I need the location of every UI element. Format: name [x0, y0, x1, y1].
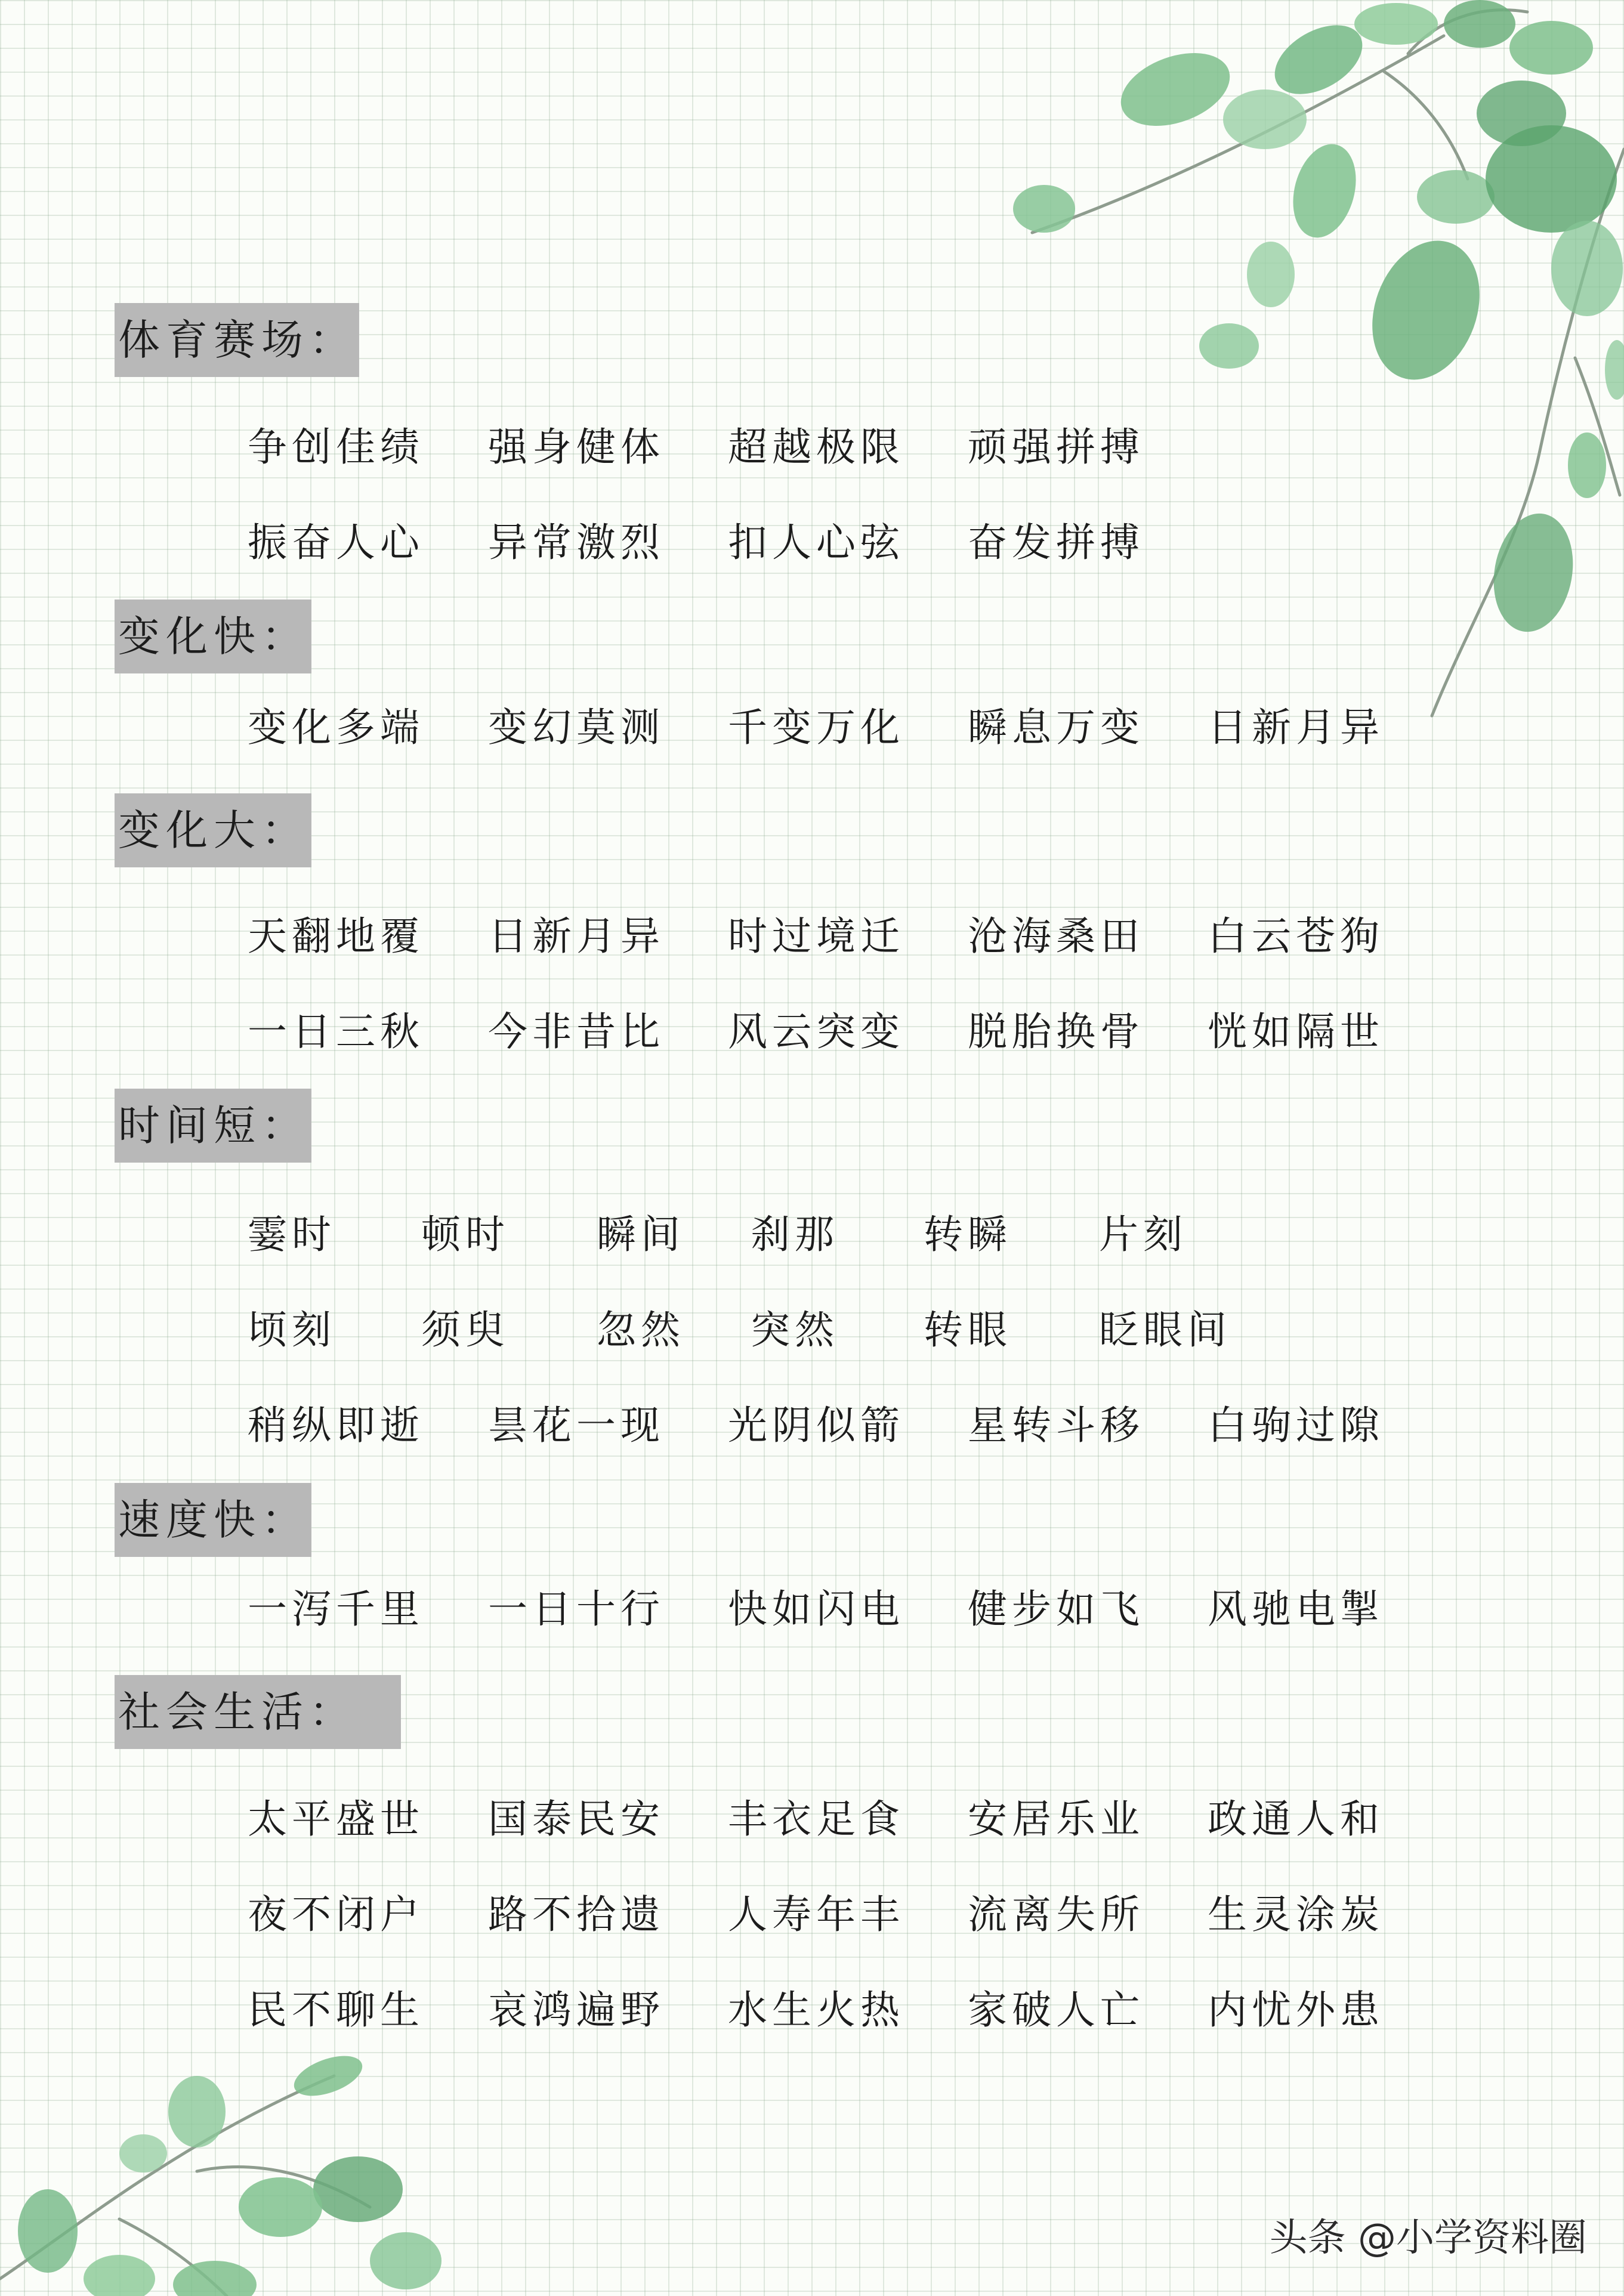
section-heading-fast-speed: 速度快： — [115, 1483, 311, 1557]
idiom-word: 变化多端 — [248, 704, 424, 750]
idiom-word: 夜不闭户 — [248, 1892, 424, 1937]
idiom-word: 内忧外患 — [1208, 1987, 1384, 2033]
idiom-word: 星转斗移 — [968, 1402, 1144, 1448]
idiom-word: 异常激烈 — [488, 520, 665, 565]
idiom-word: 风驰电掣 — [1208, 1586, 1384, 1632]
idiom-word: 超越极限 — [728, 424, 904, 470]
idiom-word: 日新月异 — [1208, 704, 1384, 750]
idiom-word: 变幻莫测 — [488, 704, 665, 750]
section-heading-fast-change: 变化快： — [115, 600, 311, 673]
watermark: 头条 @小学资料圈 — [1269, 2216, 1587, 2260]
idiom-word: 日新月异 — [488, 913, 665, 959]
word-row — [0, 1580, 1624, 1639]
section-heading-short-time: 时间短： — [115, 1089, 311, 1163]
idiom-word: 路不拾遗 — [488, 1892, 665, 1937]
idiom-word: 生灵涂炭 — [1208, 1892, 1384, 1937]
idiom-word: 快如闪电 — [728, 1586, 904, 1632]
idiom-word: 千变万化 — [728, 704, 904, 750]
idiom-word: 时过境迁 — [728, 913, 904, 959]
word: 忽然 — [597, 1307, 685, 1353]
idiom-word: 一泻千里 — [248, 1586, 424, 1632]
word: 瞬间 — [597, 1212, 685, 1257]
word-row — [0, 1980, 1624, 2040]
idiom-word: 白云苍狗 — [1208, 913, 1384, 959]
word-row — [0, 1205, 1624, 1265]
word-row — [0, 907, 1624, 966]
idiom-word: 国泰民安 — [488, 1796, 665, 1842]
idiom-word: 稍纵即逝 — [248, 1402, 424, 1448]
word: 转瞬 — [924, 1212, 1012, 1257]
idiom-word: 家破人亡 — [968, 1987, 1144, 2033]
idiom-word: 白驹过隙 — [1208, 1402, 1384, 1448]
leaf-vine-decoration-top — [955, 0, 1624, 746]
word-row — [0, 1790, 1624, 1849]
word: 须臾 — [421, 1307, 510, 1353]
idiom-word: 顽强拼搏 — [968, 424, 1144, 470]
idiom-word: 争创佳绩 — [248, 424, 424, 470]
idiom-word: 水生火热 — [728, 1987, 904, 2033]
section-heading-big-change: 变化大： — [115, 793, 311, 867]
word-row — [0, 1002, 1624, 1062]
idiom-word: 脱胎换骨 — [968, 1009, 1144, 1055]
idiom-word: 强身健体 — [488, 424, 665, 470]
word: 转眼 — [924, 1307, 1012, 1353]
word: 刹那 — [751, 1212, 839, 1257]
idiom-word: 人寿年丰 — [728, 1892, 904, 1937]
word-row — [0, 698, 1624, 758]
idiom-word: 振奋人心 — [248, 520, 424, 565]
word: 突然 — [751, 1307, 839, 1353]
idiom-word: 天翻地覆 — [248, 913, 424, 959]
word-row — [0, 1396, 1624, 1456]
section-heading-social-life: 社会生活： — [115, 1675, 401, 1749]
idiom-word: 流离失所 — [968, 1892, 1144, 1937]
word: 片刻 — [1099, 1212, 1187, 1257]
word: 顷刻 — [248, 1307, 336, 1353]
leaf-vine-decoration-bottom — [0, 2052, 453, 2296]
idiom-word: 健步如飞 — [968, 1586, 1144, 1632]
idiom-word: 民不聊生 — [248, 1987, 424, 2033]
idiom-word: 一日十行 — [488, 1586, 665, 1632]
idiom-word: 今非昔比 — [488, 1009, 665, 1055]
leaf-cluster-bottom — [18, 2052, 441, 2296]
word: 霎时 — [248, 1212, 336, 1257]
idiom-word: 安居乐业 — [968, 1796, 1144, 1842]
word-row — [0, 1885, 1624, 1945]
idiom-word: 昙花一现 — [488, 1402, 665, 1448]
idiom-word: 扣人心弦 — [728, 520, 904, 565]
idiom-word: 瞬息万变 — [968, 704, 1144, 750]
idiom-word: 丰衣足食 — [728, 1796, 904, 1842]
word: 顿时 — [421, 1212, 510, 1257]
idiom-word: 恍如隔世 — [1208, 1009, 1384, 1055]
idiom-word: 沧海桑田 — [968, 913, 1144, 959]
word-row — [0, 513, 1624, 573]
idiom-word: 风云突变 — [728, 1009, 904, 1055]
idiom-word: 政通人和 — [1208, 1796, 1384, 1842]
section-heading-sports: 体育赛场： — [115, 303, 359, 377]
idiom-word: 太平盛世 — [248, 1796, 424, 1842]
idiom-word: 一日三秋 — [248, 1009, 424, 1055]
idiom-word: 哀鸿遍野 — [488, 1987, 665, 2033]
word-row — [0, 418, 1624, 477]
idiom-word: 光阴似箭 — [728, 1402, 904, 1448]
word: 眨眼间 — [1099, 1307, 1231, 1353]
word-row — [0, 1300, 1624, 1360]
idiom-word: 奋发拼搏 — [968, 520, 1144, 565]
